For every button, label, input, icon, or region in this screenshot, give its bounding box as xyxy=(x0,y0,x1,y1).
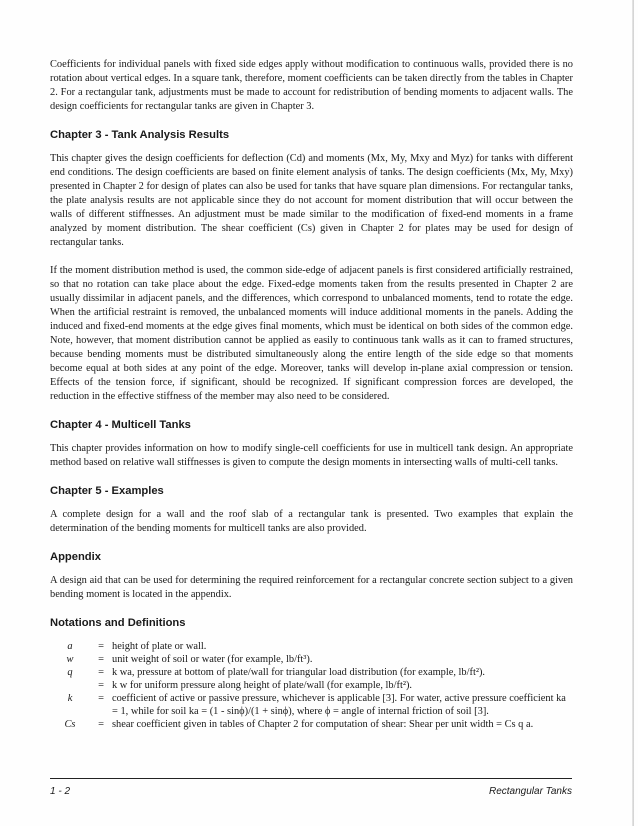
intro-paragraph: Coefficients for individual panels with fixed side edges apply without modification to continuous walls, provided there is no rotation about vertical edges. In a square tank, therefore, moment coefficients can be taken directly from the tables in Chapter 2. For a rectangular tank, adjustments must be made to account for redistribution of bending moments to adjacent walls. The design coefficients for rectangular tanks are given in Chapter 3. xyxy=(50,59,573,112)
notations-list xyxy=(50,640,573,731)
notation-symbol: Cs xyxy=(64,719,76,730)
notation-row xyxy=(50,666,573,679)
notation-symbol: a xyxy=(67,641,73,652)
notation-definition: k wa, pressure at bottom of plate/wall for triangular load distribution (for example, lb/ft²). xyxy=(112,667,486,678)
page-content xyxy=(50,58,573,731)
notation-definition: shear coefficient given in tables of Chapter 2 for computation of shear: Shear per unit width = Cs q a. xyxy=(112,719,534,730)
notation-symbol: q xyxy=(67,667,73,678)
notation-row xyxy=(50,653,573,666)
notation-equals: = xyxy=(98,667,104,678)
chapter-4-heading: Chapter 4 - Multicell Tanks xyxy=(50,419,191,431)
notation-definition: unit weight of soil or water (for example, lb/ft³). xyxy=(112,654,313,665)
appendix-paragraph: A design aid that can be used for determining the required reinforcement for a rectangular concrete section subject to a given bending moment is located in the appendix. xyxy=(50,575,573,600)
notation-equals: = xyxy=(98,719,104,730)
running-title: Rectangular Tanks xyxy=(488,786,572,797)
chapter-3-heading: Chapter 3 - Tank Analysis Results xyxy=(50,129,230,141)
notation-definition: coefficient of active or passive pressure, whichever is applicable [3]. For water, active pressure coefficient ka = 1, while for soil ka = (1 - sinϕ)/(1 + sinϕ), where ϕ = angle of internal friction of soil [3]. xyxy=(112,693,566,717)
chapter-4-paragraph: This chapter provides information on how to modify single-cell coefficients for use in multicell tank design. An appropriate method based on relative wall stiffnesses is given to compute the design moments in intersecting walls of multi-cell tanks. xyxy=(50,443,573,468)
notation-row xyxy=(50,692,573,718)
page-edge xyxy=(632,0,634,826)
notation-equals: = xyxy=(98,680,104,691)
appendix-heading: Appendix xyxy=(50,551,101,563)
notation-definition: k w for uniform pressure along height of plate/wall (for example, lb/ft²). xyxy=(112,680,413,691)
notation-row xyxy=(50,640,573,653)
footer-rule xyxy=(50,778,572,779)
chapter-5-heading: Chapter 5 - Examples xyxy=(50,485,164,497)
notation-equals: = xyxy=(98,641,104,652)
chapter-3-paragraph-1: This chapter gives the design coefficients for deflection (Cd) and moments (Mx, My, Mxy and Myz) for tanks with different end conditions. The design coefficients are based on finite element analysis of tanks. The design coefficients (Mx, My, Mxy) presented in Chapter 2 for design of plates can also be used for tanks that have square plan dimensions. For rectangular tanks, the plate analysis results are not applicable since they do not account for moment distribution that will occur between the walls of different stiffnesses. An adjustment must be made similar to the modification of fixed-end moments in a frame analyzed by moment distribution. The shear coefficient (Cs) given in Chapter 2 for plates may be used for design of rectangular tanks. xyxy=(50,153,573,248)
chapter-3-paragraph-2: If the moment distribution method is used, the common side-edge of adjacent panels is first considered artificially restrained, so that no rotation can take place about the edge. Fixed-edge moments taken from the results presented in Chapter 2 are usually dissimilar in adjacent panels, and the differences, which correspond to unbalanced moments, tend to rotate the edge. When the artificial restraint is removed, the unbalanced moments will induce additional moments in the panels. Adding the induced and fixed-end moments at the edge gives final moments, which must be identical on both sides of the common edge. Note, however, that moment distribution cannot be applied as easily to continuous tank walls as it can to framed structures, because bending moments must be distributed simultaneously along the entire length of the side edge so that moments become equal at both sides at any point of the edge. Moreover, tanks will develop in-plane axial compression or tension. Effects of the tension force, if significant, should be recognized. If significant compression forces are developed, the reduction in the effective stiffness of the member may also need to be considered. xyxy=(50,265,573,402)
notation-definition: height of plate or wall. xyxy=(112,641,207,652)
notation-row xyxy=(50,718,573,731)
notations-heading: Notations and Definitions xyxy=(50,617,186,629)
notation-row xyxy=(50,679,573,692)
page-number: 1 - 2 xyxy=(50,786,71,797)
notation-symbol: w xyxy=(66,654,74,665)
notation-equals: = xyxy=(98,654,104,665)
notation-equals: = xyxy=(98,693,104,704)
chapter-5-paragraph: A complete design for a wall and the roof slab of a rectangular tank is presented. Two examples that explain the determination of the bending moments for multicell tanks are also provided. xyxy=(50,509,573,534)
notation-symbol: k xyxy=(67,693,73,704)
